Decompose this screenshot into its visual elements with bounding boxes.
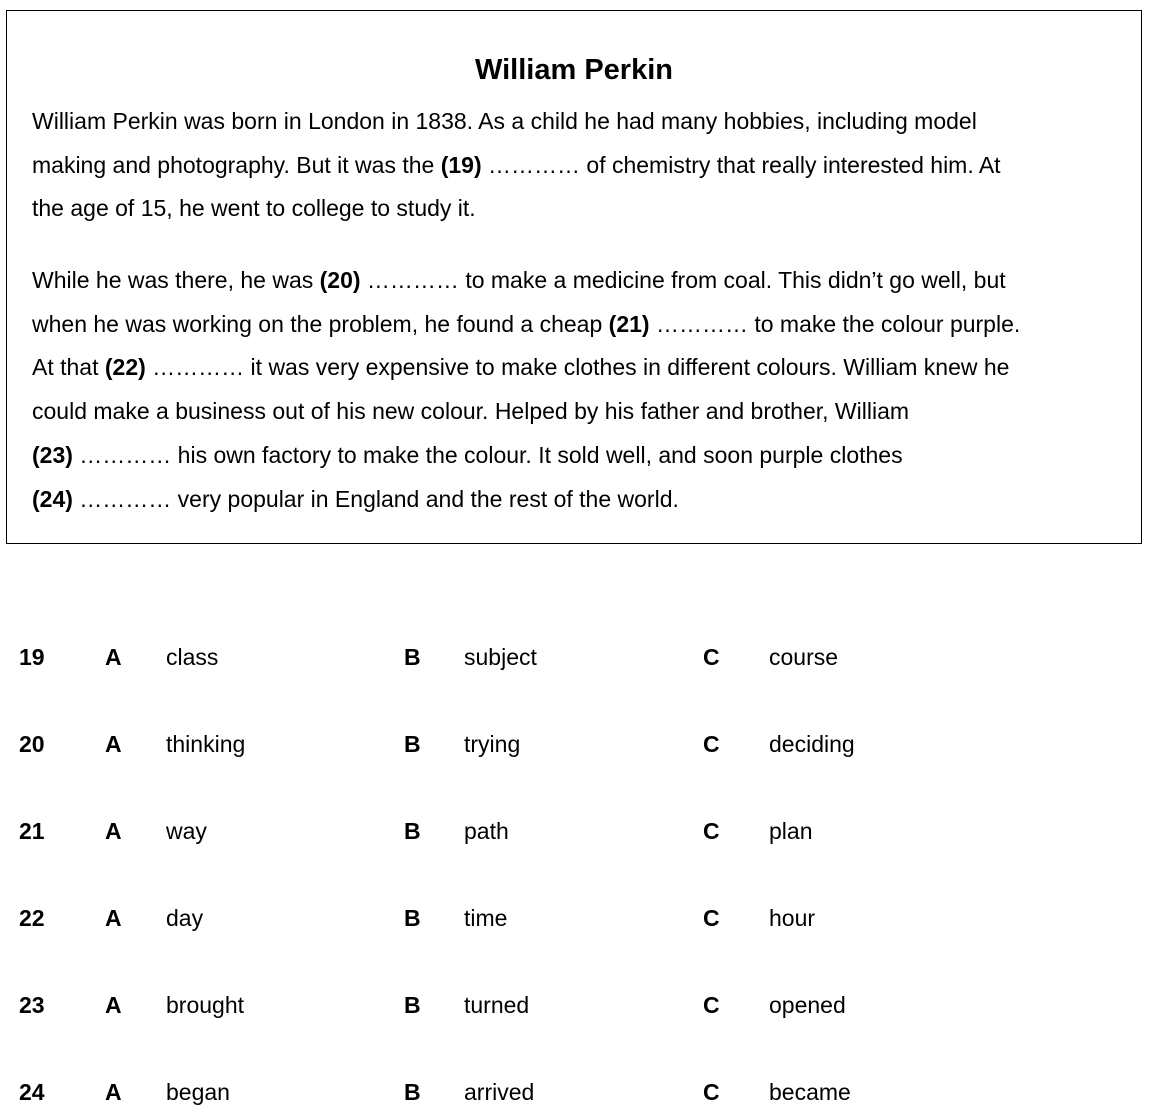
option-letter-c: C (703, 905, 720, 931)
passage-line: (23) ………… his own factory to make the colour. It sold well, and soon purple clothes (32, 441, 903, 468)
question-row-23 (0, 985, 1159, 1025)
option-letter-c: C (703, 818, 720, 844)
gap-number-22: (22) (104, 354, 146, 381)
question-number: 20 (19, 731, 45, 757)
gap-number-23: (23) (32, 441, 73, 468)
passage-line: William Perkin was born in London in 1838. As a child he had many hobbies, including model (32, 108, 977, 134)
passage-title: William Perkin (475, 54, 673, 86)
question-row-21 (0, 811, 1159, 851)
option-text-b: turned (464, 992, 530, 1018)
passage-line: At that (22) ………… it was very expensive to make clothes in different colours. William knew he (32, 354, 1010, 381)
option-text-a: day (166, 905, 204, 931)
question-number: 22 (19, 905, 45, 931)
option-letter-a: A (105, 644, 122, 670)
option-letter-c: C (703, 1079, 720, 1105)
option-text-c: plan (769, 818, 813, 844)
question-row-20 (0, 724, 1159, 764)
passage-line: could make a business out of his new colour. Helped by his father and brother, William (32, 398, 910, 425)
option-letter-a: A (105, 731, 122, 757)
option-text-c: became (769, 1079, 851, 1105)
option-text-a: class (166, 644, 219, 670)
option-letter-b: B (404, 818, 421, 844)
option-letter-b: B (404, 992, 421, 1018)
option-text-a: thinking (166, 731, 246, 757)
option-letter-a: A (105, 818, 122, 844)
option-letter-b: B (404, 1079, 421, 1105)
question-row-24 (0, 1072, 1159, 1112)
gap-number-20: (20) (319, 267, 361, 293)
option-text-c: course (769, 644, 839, 670)
option-text-b: path (464, 818, 509, 844)
gap-number-24: (24) (32, 485, 73, 512)
option-text-b: trying (464, 731, 521, 757)
option-letter-a: A (105, 992, 122, 1018)
option-letter-c: C (703, 644, 720, 670)
passage-line: making and photography. But it was the (19) ………… of chemistry that really interested him. At (32, 151, 1001, 178)
question-number: 24 (19, 1079, 45, 1105)
gap-number-21: (21) (608, 310, 650, 337)
question-number: 23 (19, 992, 45, 1018)
option-text-a: began (166, 1079, 230, 1105)
question-row-19 (0, 637, 1159, 677)
passage-line: While he was there, he was (20) ………… to make a medicine from coal. This didn’t go well, but (32, 267, 1006, 293)
option-text-a: brought (166, 992, 245, 1018)
option-text-c: deciding (769, 731, 855, 757)
option-letter-b: B (404, 905, 421, 931)
passage-line: when he was working on the problem, he found a cheap (21) ………… to make the colour purple. (32, 310, 1021, 337)
passage-line: the age of 15, he went to college to study it. (32, 195, 476, 222)
option-letter-b: B (404, 731, 421, 757)
option-letter-c: C (703, 992, 720, 1018)
question-number: 21 (19, 818, 45, 844)
option-letter-c: C (703, 731, 720, 757)
passage-line: (24) ………… very popular in England and the rest of the world. (32, 485, 679, 512)
option-text-a: way (166, 818, 207, 844)
question-number: 19 (19, 644, 45, 670)
question-row-22 (0, 898, 1159, 938)
option-text-b: time (464, 905, 508, 931)
option-text-b: subject (464, 644, 537, 670)
option-letter-a: A (105, 905, 122, 931)
option-text-c: opened (769, 992, 846, 1018)
option-text-b: arrived (464, 1079, 535, 1105)
option-text-c: hour (769, 905, 816, 931)
option-letter-b: B (404, 644, 421, 670)
gap-number-19: (19) (440, 151, 482, 178)
option-letter-a: A (105, 1079, 122, 1105)
